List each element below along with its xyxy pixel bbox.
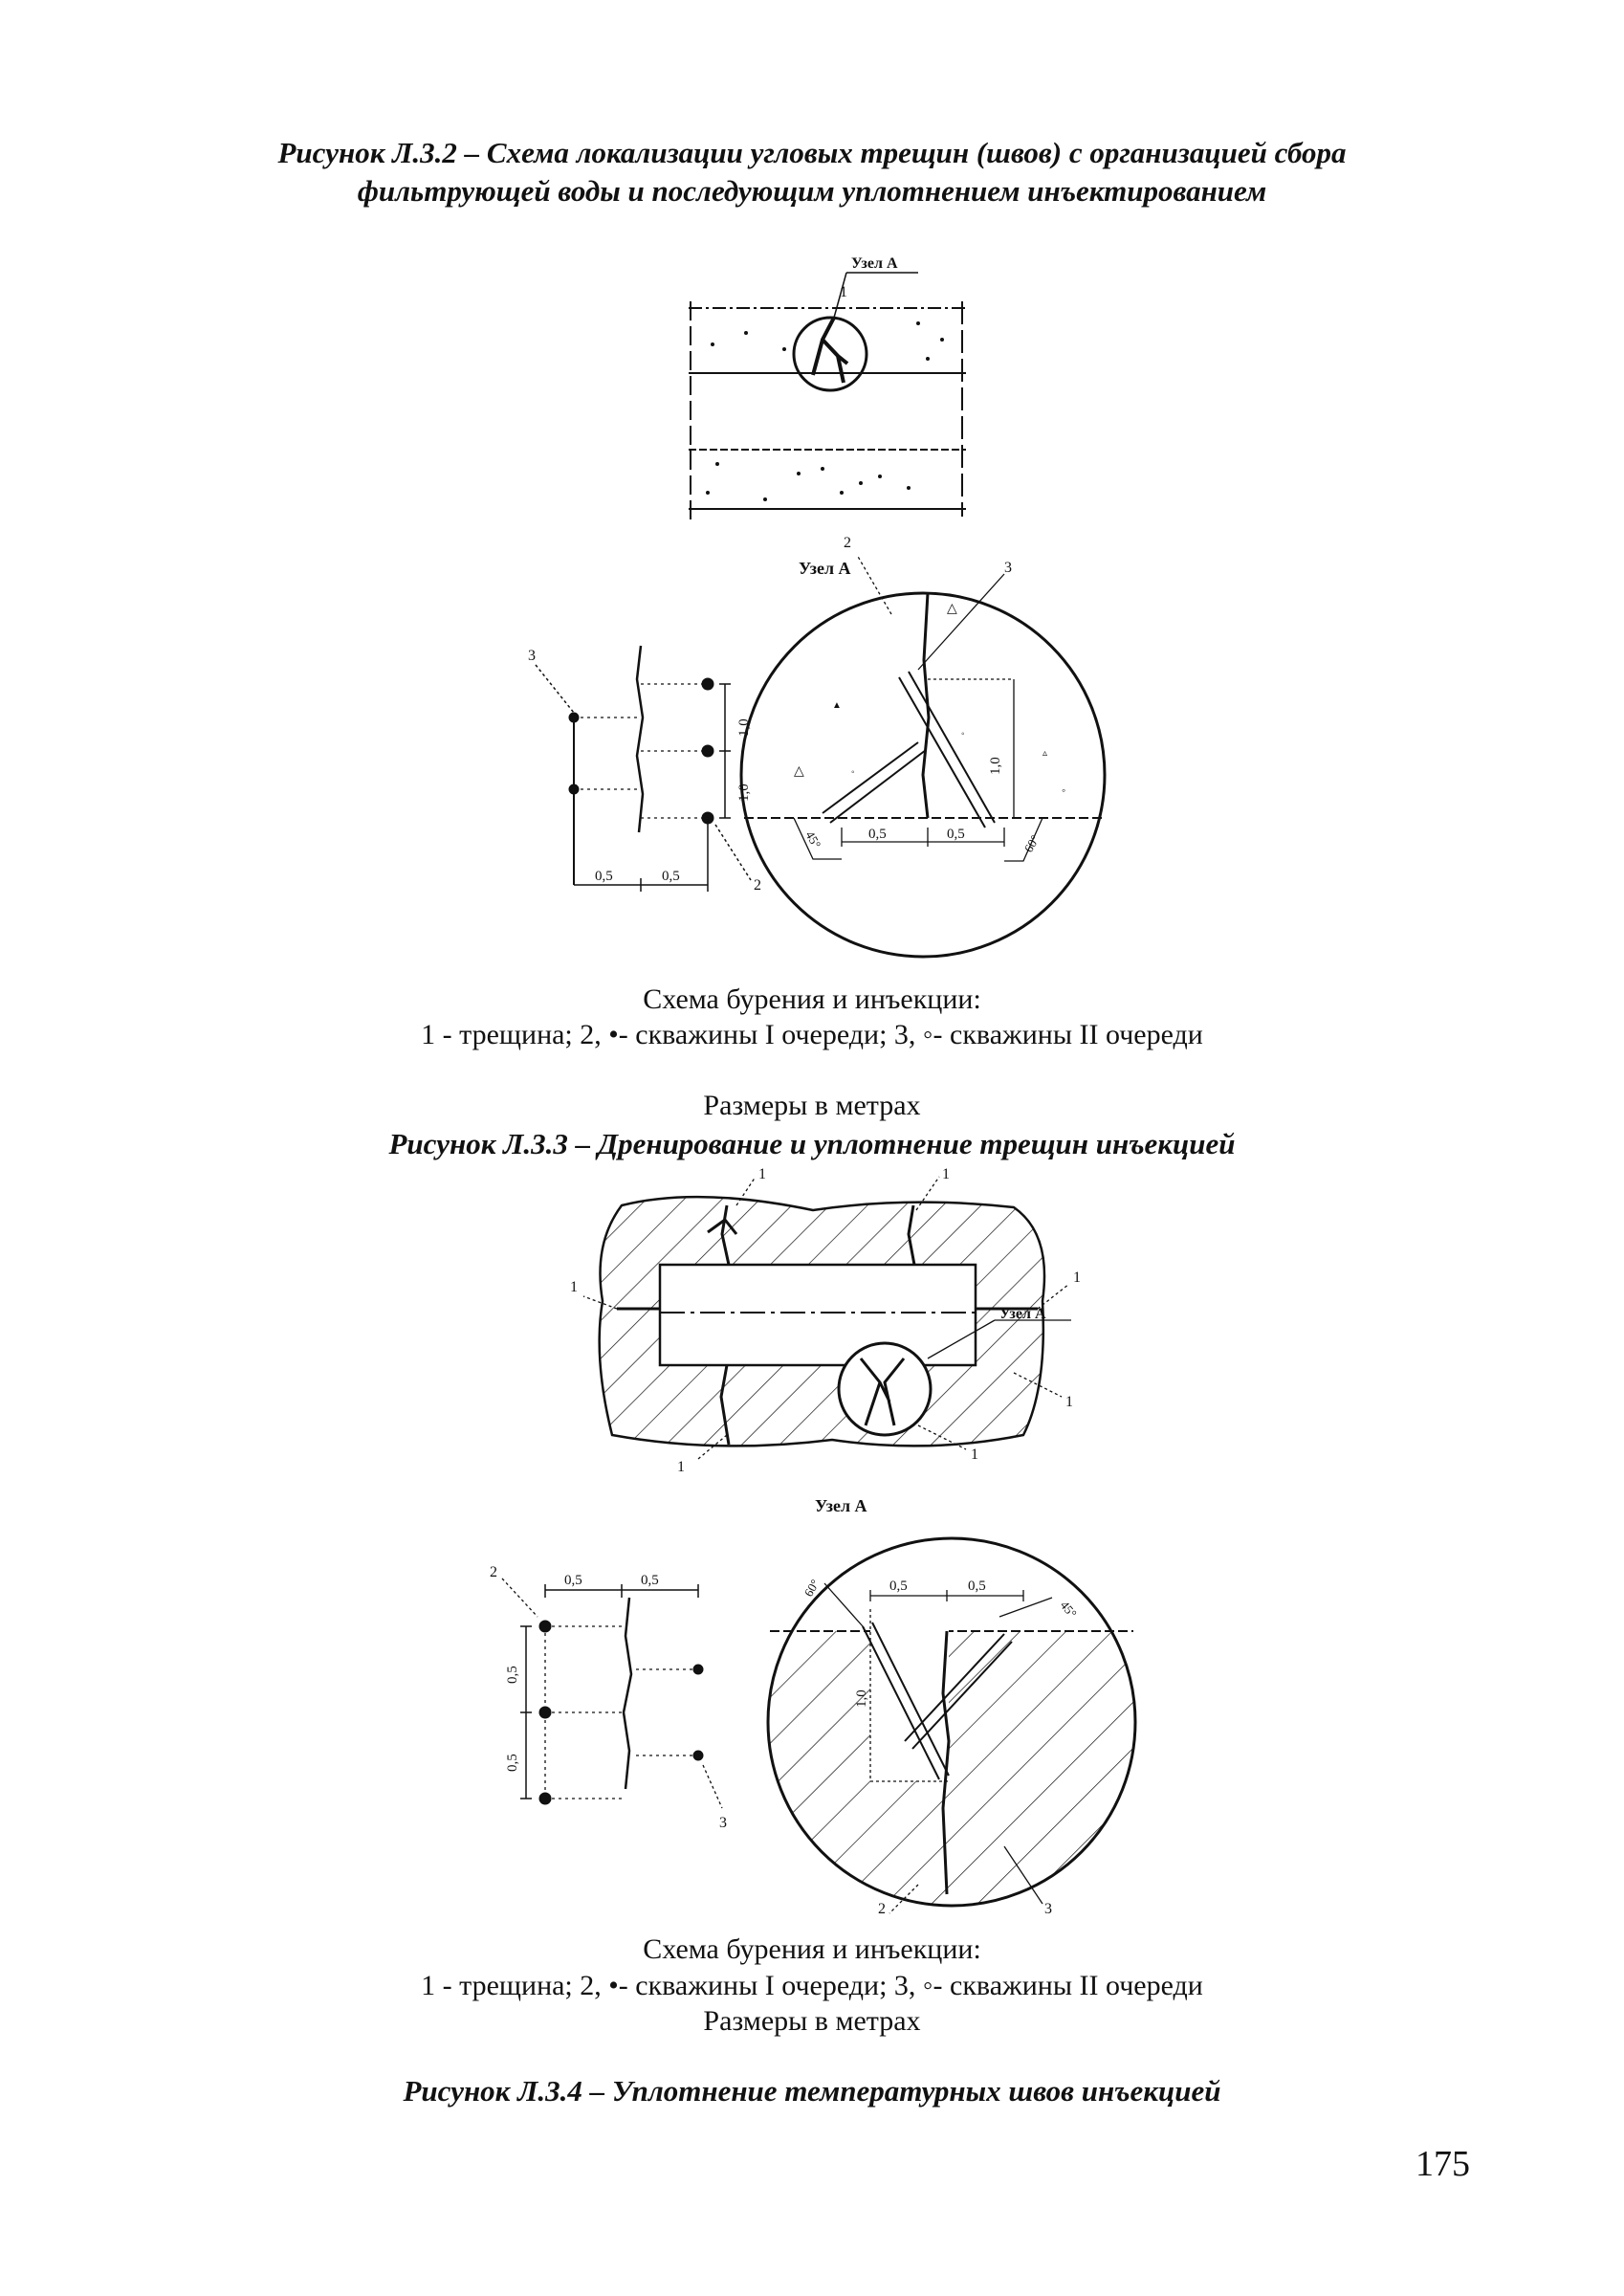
l34-left-dim-v2: 0,5 xyxy=(505,1754,520,1772)
l34-detail-label-3: 3 xyxy=(1044,1901,1052,1917)
l34-node-heading: Узел А xyxy=(815,1496,867,1515)
figure-l33-legend-title: Схема бурения и инъекции: xyxy=(643,983,981,1015)
l34-top-label-1d: 1 xyxy=(1073,1269,1081,1286)
l34-left-label-3: 3 xyxy=(719,1815,727,1831)
l34-detail-angle-45: 45° xyxy=(1057,1598,1080,1621)
left-label-3: 3 xyxy=(528,648,536,664)
l34-left-dim-h2: 0,5 xyxy=(641,1573,659,1588)
l34-left-dim-h1: 0,5 xyxy=(564,1573,582,1588)
l34-top-label-1c: 1 xyxy=(570,1279,578,1295)
detail-dim-h2: 0,5 xyxy=(947,827,965,842)
svg-text:◦: ◦ xyxy=(851,767,855,778)
detail-label-2: 2 xyxy=(844,535,851,551)
l34-top-label-1f: 1 xyxy=(677,1459,685,1475)
svg-text:△: △ xyxy=(794,764,804,779)
detail-dim-h1: 0,5 xyxy=(868,827,887,842)
l34-left-label-2: 2 xyxy=(490,1564,497,1580)
detail-angle-60: 60° xyxy=(1020,832,1042,855)
drilling-plan-left xyxy=(528,646,751,892)
node-a-heading: Узел А xyxy=(799,559,851,578)
l34-top-node-label: Узел А xyxy=(999,1306,1046,1322)
figure-l33-units: Размеры в метрах xyxy=(703,1090,921,1121)
l34-top-label-1b: 1 xyxy=(942,1166,950,1182)
figure-l33-overview-diagram xyxy=(669,249,995,536)
figure-l33-node-detail xyxy=(507,535,1119,966)
svg-text:△: △ xyxy=(947,602,957,616)
detail-circle xyxy=(741,535,1105,957)
left-dim-1: 1,0 xyxy=(736,718,752,737)
figure-l34-units: Размеры в метрах xyxy=(703,2005,921,2037)
l34-detail-label-2: 2 xyxy=(878,1901,886,1917)
figure-l34-legend-title: Схема бурения и инъекции: xyxy=(643,1933,981,1965)
l34-left-dim-v1: 0,5 xyxy=(505,1666,520,1684)
left-dim-3: 0,5 xyxy=(595,869,613,884)
l34-top-label-1a: 1 xyxy=(758,1166,766,1182)
figure-l34-node-detail xyxy=(469,1492,1157,1917)
left-dim-2: 1,0 xyxy=(736,784,752,802)
l34-top-label-1g: 1 xyxy=(971,1446,978,1463)
l34-detail-dim-h1: 0,5 xyxy=(889,1578,908,1594)
svg-text:▵: ▵ xyxy=(1042,748,1048,759)
l34-drilling-plan-left xyxy=(502,1578,722,1808)
figure-l33-legend-items: 1 - трещина; 2, •- скважины I очереди; 3, ◦- скважины II очереди xyxy=(421,1019,1203,1050)
figure-l32-caption-line2: фильтрующей воды и последующим уплотнением инъектированием xyxy=(357,174,1267,208)
left-label-2: 2 xyxy=(754,877,761,894)
overview-node-label: Узел А xyxy=(851,255,898,272)
svg-text:◦: ◦ xyxy=(961,729,965,740)
svg-text:◦: ◦ xyxy=(1062,784,1066,797)
detail-angle-45: 45° xyxy=(802,828,824,851)
detail-label-3: 3 xyxy=(1004,560,1012,576)
left-dim-4: 0,5 xyxy=(662,869,680,884)
l34-detail-angle-60: 60° xyxy=(801,1577,823,1600)
detail-dim-vertical: 1,0 xyxy=(988,757,1003,775)
l34-detail-dim-h2: 0,5 xyxy=(968,1578,986,1594)
figure-l34-caption: Рисунок Л.3.4 – Уплотнение температурных швов инъекцией xyxy=(403,2074,1221,2108)
svg-text:▲: ▲ xyxy=(832,700,842,711)
l34-top-label-1e: 1 xyxy=(1065,1394,1073,1410)
page-number: 175 xyxy=(1416,2144,1470,2184)
figure-l34-legend-items: 1 - трещина; 2, •- скважины I очереди; 3, ◦- скважины II очереди xyxy=(421,1970,1203,2001)
l34-detail-dim-vertical: 1,0 xyxy=(854,1689,869,1708)
figure-l33-caption: Рисунок Л.3.3 – Дренирование и уплотнение трещин инъекцией xyxy=(388,1127,1236,1160)
figure-l34-overview-diagram xyxy=(564,1167,1100,1483)
overview-callout-1: 1 xyxy=(840,284,847,300)
figure-l32-caption-line1: Рисунок Л.3.2 – Схема локализации угловых трещин (швов) с организацией сбора xyxy=(277,136,1347,169)
